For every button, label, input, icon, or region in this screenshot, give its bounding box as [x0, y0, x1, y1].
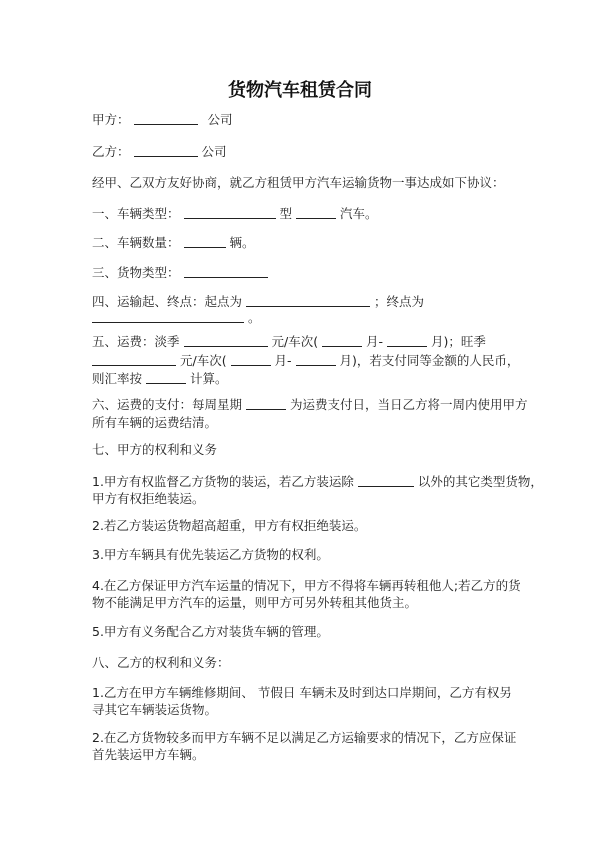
section-7-item-5: 5.甲方有义务配合乙方对装货车辆的管理。 [92, 624, 329, 639]
section-8-heading: 八、乙方的权利和义务： [92, 655, 230, 670]
section-4-label: 四、运输起、终点：起点为 [92, 294, 243, 309]
section-7-item-3: 3.甲方车辆具有优先装运乙方货物的权利。 [92, 547, 329, 562]
party-b-suffix: 公司 [201, 144, 227, 159]
section-1-mid: 型 [279, 206, 292, 221]
section-6-label: 六、运费的支付：每周星期 [92, 397, 243, 412]
section-7-heading: 七、甲方的权利和义务 [92, 442, 218, 457]
section-7-item-1 [92, 473, 543, 490]
month-label-1: 月- [366, 334, 384, 349]
party-b-blank [134, 144, 198, 157]
off-season-rate-blank [184, 334, 268, 347]
exchange-rate-blank [146, 371, 186, 384]
section-6-payment-line2: 所有车辆的运费结清。 [92, 415, 218, 430]
destination-blank [92, 310, 244, 323]
intro-paragraph: 经甲、乙双方友好协商，就乙方租赁甲方汽车运输货物一事达成如下协议： [92, 175, 505, 190]
exchange-rate-label: 则汇率按 [92, 371, 143, 386]
section-7-item-1-line2: 甲方有权拒绝装运。 [92, 491, 205, 506]
cargo-type-blank [184, 265, 268, 278]
section-4-route [92, 293, 522, 310]
month-close-1: 月)；旺季 [431, 334, 486, 349]
section-6-mid: 为运费支付日，当日乙方将一周内使用甲方 [289, 397, 528, 412]
section-5-freight-line2 [92, 352, 522, 369]
section-1-vehicle-type [92, 205, 522, 222]
section-2-end: 辆。 [229, 235, 255, 250]
section-7-item-4-line2: 物不能满足甲方汽车的运量，则甲方可另外转租其他货主。 [92, 595, 418, 610]
per-trip-label-1: 元/车次( [271, 334, 319, 349]
off-season-end-month-blank [387, 334, 427, 347]
section-1-label: 一、车辆类型： [92, 206, 180, 221]
section-8-item-1: 1.乙方在甲方车辆维修期间、 节假日 车辆未及时到达口岸期间，乙方有权另 [92, 685, 512, 700]
peak-season-start-month-blank [231, 353, 271, 366]
origin-blank [246, 294, 370, 307]
section-2-label: 二、车辆数量： [92, 235, 180, 250]
section-7-item-1-part-a: 1.甲方有权监督乙方货物的装运，若乙方装运除 [92, 474, 354, 489]
peak-season-rate-blank [92, 353, 176, 366]
section-5-freight [92, 333, 522, 350]
section-3-label: 三、货物类型： [92, 265, 180, 280]
section-7-item-1-part-b: 以外的其它类型货物， [417, 474, 543, 489]
section-2-vehicle-count [92, 234, 522, 251]
section-6-payment [92, 396, 528, 413]
vehicle-type-blank [184, 206, 276, 219]
cargo-exception-blank [358, 474, 414, 487]
month-close-2: 月)，若支付同等金额的人民币， [339, 353, 520, 368]
section-5-freight-line3 [92, 370, 522, 387]
off-season-start-month-blank [322, 334, 362, 347]
party-a-blank [134, 112, 198, 125]
vehicle-count-blank [184, 235, 226, 248]
party-b-line [92, 143, 522, 160]
section-8-item-1-line2: 寻其它车辆装运货物。 [92, 702, 218, 717]
party-b-label: 乙方： [92, 144, 130, 159]
section-4-end: 。 [247, 310, 261, 325]
document-title: 货物汽车租赁合同 [228, 80, 372, 101]
party-a-suffix: 公司 [207, 112, 233, 127]
section-1-end: 汽车。 [339, 206, 378, 221]
peak-season-end-month-blank [296, 353, 336, 366]
section-8-item-2-line2: 首先装运甲方车辆。 [92, 747, 205, 762]
exchange-rate-end: 计算。 [189, 371, 228, 386]
per-trip-label-2: 元/车次( [179, 353, 227, 368]
section-3-cargo-type [92, 264, 522, 281]
section-8-item-2: 2.在乙方货物较多而甲方车辆不足以满足乙方运输要求的情况下，乙方应保证 [92, 730, 517, 745]
section-7-item-2: 2.若乙方装运货物超高超重，甲方有权拒绝装运。 [92, 518, 367, 533]
month-label-2: 月- [274, 353, 292, 368]
section-7-item-4: 4.在乙方保证甲方汽车运量的情况下，甲方不得将车辆再转租他人;若乙方的货 [92, 578, 521, 593]
party-a-label: 甲方： [92, 112, 130, 127]
section-4-mid: ；终点为 [373, 294, 424, 309]
section-4-route-line2 [92, 309, 522, 326]
vehicle-model-blank [296, 206, 336, 219]
payment-weekday-blank [246, 397, 286, 410]
party-a-line [92, 111, 522, 128]
section-5-label: 五、运费：淡季 [92, 334, 180, 349]
